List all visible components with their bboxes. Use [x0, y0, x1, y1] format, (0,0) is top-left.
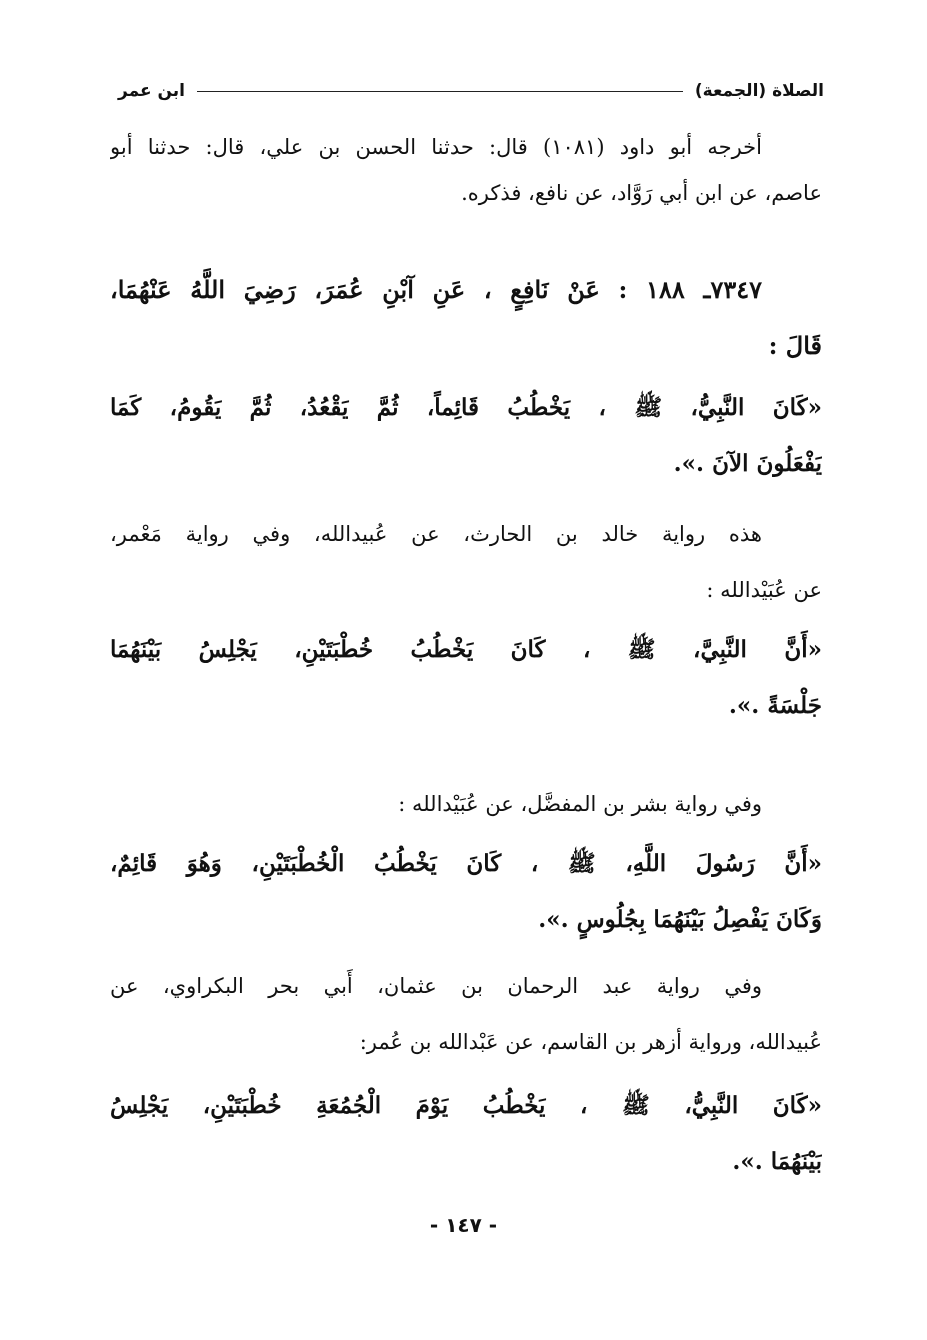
text-line: عُبيدالله، ورواية أزهر بن القاسم، عن عَبْدالله بن عُمر:	[359, 1030, 822, 1054]
hadith-text	[110, 622, 822, 734]
text-line: هذه رواية خالد بن الحارث، عن عُبيدالله، وفي رواية مَعْمر،	[110, 522, 762, 546]
header-narrator: ابن عمر	[118, 81, 186, 101]
hadith-text	[110, 836, 822, 948]
header-section-title: الصلاة (الجمعة)	[694, 81, 824, 101]
page-number: - ١٤٧ -	[429, 1213, 498, 1237]
narration-note	[110, 506, 822, 618]
text-line: قَالَ :	[768, 331, 822, 360]
narration-note	[110, 776, 822, 832]
text-line: «كَانَ النَّبِيُّ، ﷺ ، يَخْطُبُ قَائِماً، ثُمَّ يَقْعُدُ، ثُمَّ يَقُومُ، كَمَا	[110, 394, 822, 421]
text-line: ٧٣٤٧ـ ١٨٨ : عَنْ نَافِعٍ ، عَنِ آبْنِ عُمَرَ، رَضِيَ اللَّهُ عَنْهُمَا،	[110, 275, 763, 304]
text-line: بَيْنَهُمَا .».	[732, 1148, 822, 1175]
running-header	[118, 76, 824, 106]
hadith-heading	[110, 262, 822, 374]
text-line: وفي رواية عبد الرحمان بن عثمان، أَبي بحر البكراوي، عن	[110, 974, 762, 998]
text-line: عاصم، عن ابن أبي رَوَّاد، عن نافع، فذكره.	[461, 181, 822, 205]
text-line: عن عُبَيْدالله :	[706, 578, 822, 602]
header-rule	[197, 91, 683, 92]
hadith-text	[110, 1078, 822, 1190]
text-line: يَفْعَلُونَ الآنَ .».	[673, 450, 822, 477]
hadith-text	[110, 380, 822, 492]
source-paragraph	[110, 124, 822, 216]
text-line: «كَانَ النَّبِيُّ، ﷺ ، يَخْطُبُ يَوْمَ الْجُمُعَةِ خُطْبَتَيْنِ، يَجْلِسُ	[110, 1092, 822, 1119]
text-line: جَلْسَةً .».	[728, 692, 822, 719]
text-line: أخرجه أبو داود (١٠٨١) قال: حدثنا الحسن بن علي، قال: حدثنا أبو	[110, 135, 762, 159]
text-line: وَكَانَ يَفْصِلُ بَيْنَهُمَا بِجُلُوسٍ .».	[538, 906, 822, 933]
narration-note	[110, 958, 822, 1070]
text-line: وفي رواية بشر بن المفضَّل، عن عُبَيْدالله :	[398, 792, 762, 816]
text-line: «أَنَّ النَّبِيَّ، ﷺ ، كَانَ يَخْطُبُ خُطْبَتَيْنِ، يَجْلِسُ بَيْنَهُمَا	[110, 636, 822, 663]
text-line: «أَنَّ رَسُولَ اللَّهِ، ﷺ ، كَانَ يَخْطُبُ الْخُطْبَتَيْنِ، وَهُوَ قَائِمٌ،	[110, 850, 822, 877]
